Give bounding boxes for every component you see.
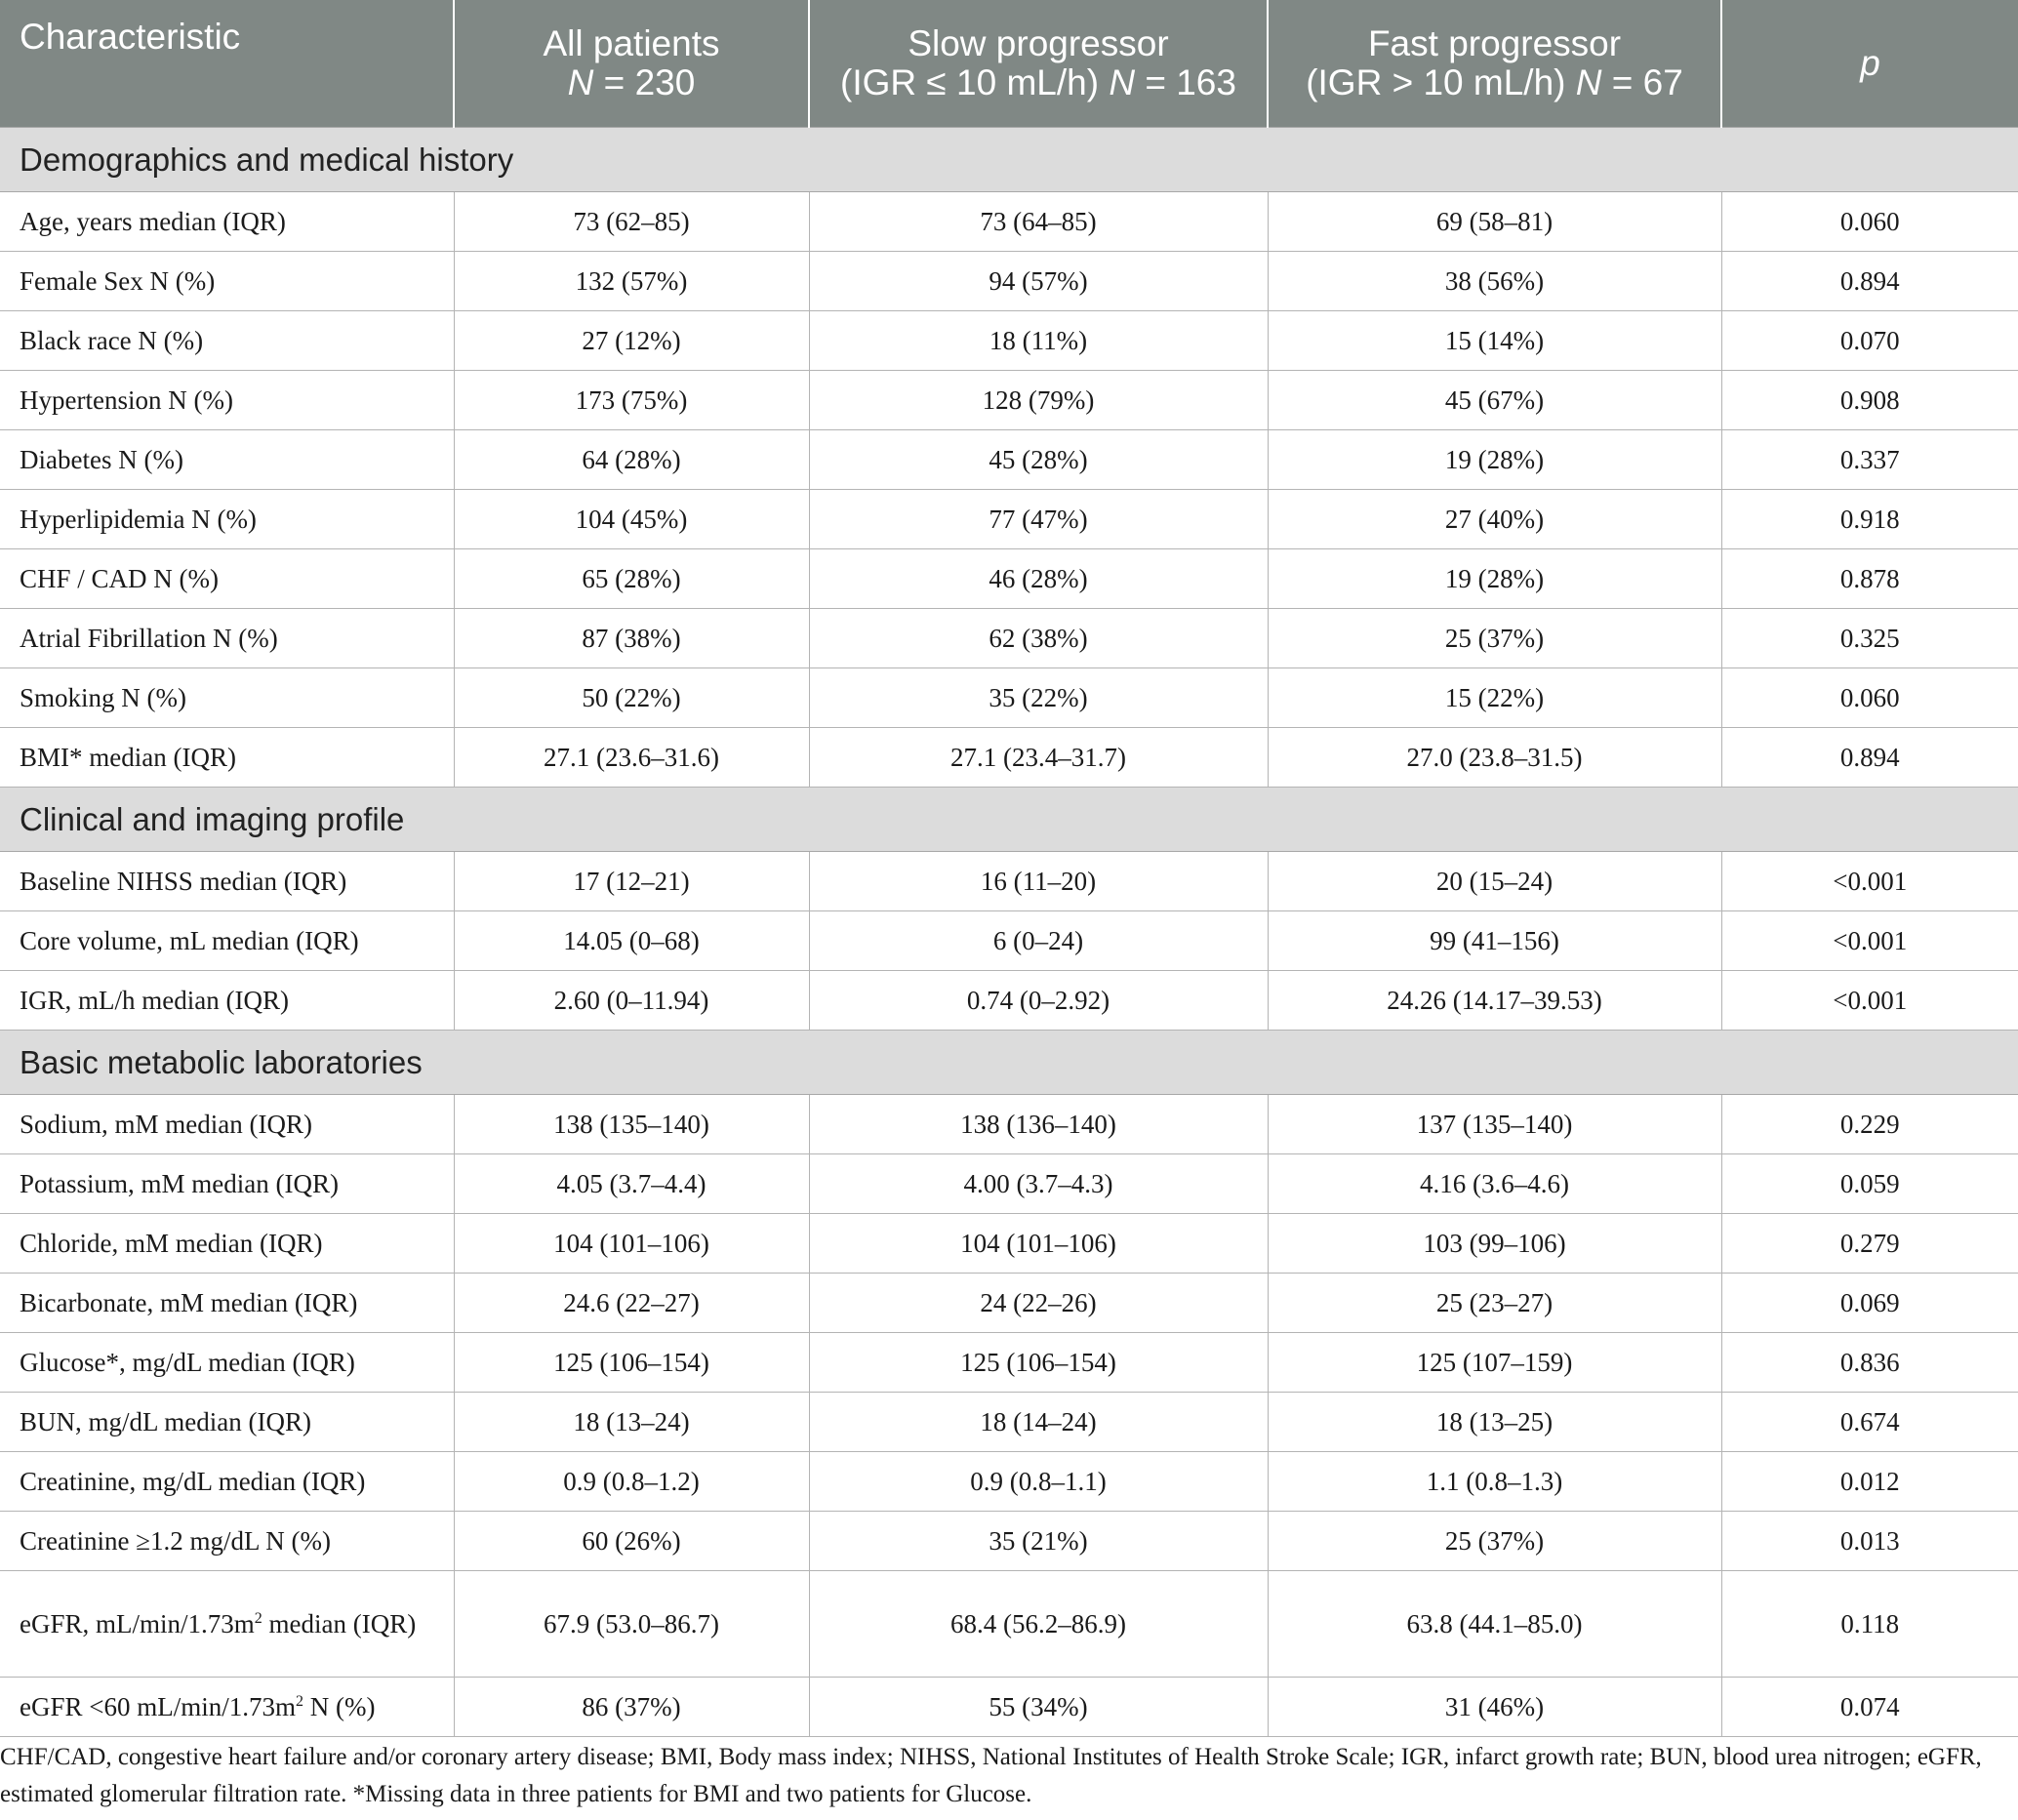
cell-slow-progressor: 35 (22%)	[809, 668, 1268, 728]
cell-all-patients: 18 (13–24)	[454, 1393, 809, 1452]
cell-fast-progressor: 19 (28%)	[1268, 549, 1721, 609]
table-row	[0, 971, 2018, 1031]
cell-slow-progressor: 18 (11%)	[809, 311, 1268, 371]
cell-all-patients: 27.1 (23.6–31.6)	[454, 728, 809, 788]
row-label: CHF / CAD N (%)	[0, 549, 454, 609]
cell-slow-progressor: 46 (28%)	[809, 549, 1268, 609]
cell-all-patients: 0.9 (0.8–1.2)	[454, 1452, 809, 1512]
cell-all-patients: 86 (37%)	[454, 1678, 809, 1737]
cell-all-patients: 104 (45%)	[454, 490, 809, 549]
table-row	[0, 490, 2018, 549]
cell-all-patients: 50 (22%)	[454, 668, 809, 728]
cell-slow-progressor: 0.9 (0.8–1.1)	[809, 1452, 1268, 1512]
section-row	[0, 128, 2018, 192]
cell-all-patients: 173 (75%)	[454, 371, 809, 430]
cell-slow-progressor: 16 (11–20)	[809, 852, 1268, 911]
table-row	[0, 1452, 2018, 1512]
cell-all-patients: 60 (26%)	[454, 1512, 809, 1571]
row-label: Female Sex N (%)	[0, 252, 454, 311]
table-header	[0, 0, 2018, 128]
row-label: eGFR <60 $mL/\min/1.73m^2$ N (%)	[0, 1678, 454, 1737]
cell-p-value: 0.279	[1721, 1214, 2018, 1274]
table-row	[0, 1512, 2018, 1571]
cell-p-value: 0.059	[1721, 1154, 2018, 1214]
table-row	[0, 1154, 2018, 1214]
row-label: Atrial Fibrillation N (%)	[0, 609, 454, 668]
cell-all-patients: 73 (62–85)	[454, 192, 809, 252]
table-row	[0, 371, 2018, 430]
table-row	[0, 430, 2018, 490]
row-label: Sodium, mM median (IQR)	[0, 1095, 454, 1154]
cell-p-value: 0.074	[1721, 1678, 2018, 1737]
cell-fast-progressor: 27 (40%)	[1268, 490, 1721, 549]
header-fast-progressor-title: Fast progressor	[1367, 23, 1622, 63]
cell-all-patients: 87 (38%)	[454, 609, 809, 668]
cell-fast-progressor: 24.26 (14.17–39.53)	[1268, 971, 1721, 1031]
row-label: Glucose*, mg/dL median (IQR)	[0, 1333, 454, 1393]
cell-fast-progressor: 25 (37%)	[1268, 609, 1721, 668]
cell-slow-progressor: 35 (21%)	[809, 1512, 1268, 1571]
cell-slow-progressor: 24 (22–26)	[809, 1274, 1268, 1333]
cell-fast-progressor: 15 (14%)	[1268, 311, 1721, 371]
cell-slow-progressor: 94 (57%)	[809, 252, 1268, 311]
cell-fast-progressor: 45 (67%)	[1268, 371, 1721, 430]
header-slow-progressor	[809, 0, 1268, 128]
cell-p-value: 0.325	[1721, 609, 2018, 668]
row-label: Core volume, mL median (IQR)	[0, 911, 454, 971]
row-label: eGFR, $mL/\min/1.73m^2$ median (IQR)	[0, 1571, 454, 1678]
cell-p-value: 0.894	[1721, 728, 2018, 788]
cell-all-patients: 65 (28%)	[454, 549, 809, 609]
cell-fast-progressor: 99 (41–156)	[1268, 911, 1721, 971]
cell-slow-progressor: 62 (38%)	[809, 609, 1268, 668]
table-row	[0, 911, 2018, 971]
section-title: Basic metabolic laboratories	[0, 1031, 2018, 1095]
row-label: Chloride, mM median (IQR)	[0, 1214, 454, 1274]
table-row	[0, 1678, 2018, 1737]
cell-all-patients: 138 (135–140)	[454, 1095, 809, 1154]
cell-fast-progressor: 27.0 (23.8–31.5)	[1268, 728, 1721, 788]
header-characteristic: Characteristic	[0, 0, 454, 128]
cell-p-value: 0.918	[1721, 490, 2018, 549]
cell-fast-progressor: 1.1 (0.8–1.3)	[1268, 1452, 1721, 1512]
row-label: BMI* median (IQR)	[0, 728, 454, 788]
section-row	[0, 788, 2018, 852]
cell-slow-progressor: 45 (28%)	[809, 430, 1268, 490]
cell-p-value: 0.013	[1721, 1512, 2018, 1571]
row-label: Hyperlipidemia N (%)	[0, 490, 454, 549]
cell-p-value: <0.001	[1721, 852, 2018, 911]
table-row	[0, 311, 2018, 371]
cell-fast-progressor: 69 (58–81)	[1268, 192, 1721, 252]
cell-slow-progressor: 125 (106–154)	[809, 1333, 1268, 1393]
cell-p-value: 0.908	[1721, 371, 2018, 430]
row-label: Hypertension N (%)	[0, 371, 454, 430]
cell-fast-progressor: 20 (15–24)	[1268, 852, 1721, 911]
cell-slow-progressor: 128 (79%)	[809, 371, 1268, 430]
cell-all-patients: 125 (106–154)	[454, 1333, 809, 1393]
row-label: Baseline NIHSS median (IQR)	[0, 852, 454, 911]
cell-fast-progressor: 25 (23–27)	[1268, 1274, 1721, 1333]
cell-slow-progressor: 73 (64–85)	[809, 192, 1268, 252]
row-label: IGR, mL/h median (IQR)	[0, 971, 454, 1031]
row-label: BUN, mg/dL median (IQR)	[0, 1393, 454, 1452]
cell-fast-progressor: 31 (46%)	[1268, 1678, 1721, 1737]
cell-all-patients: 24.6 (22–27)	[454, 1274, 809, 1333]
cell-slow-progressor: 0.74 (0–2.92)	[809, 971, 1268, 1031]
header-p-value: p	[1721, 0, 2018, 128]
cell-p-value: 0.070	[1721, 311, 2018, 371]
cell-all-patients: 64 (28%)	[454, 430, 809, 490]
cell-all-patients: 132 (57%)	[454, 252, 809, 311]
row-label: Creatinine ≥1.2 mg/dL N (%)	[0, 1512, 454, 1571]
cell-slow-progressor: 68.4 (56.2–86.9)	[809, 1571, 1268, 1678]
cell-all-patients: 27 (12%)	[454, 311, 809, 371]
cell-fast-progressor: 103 (99–106)	[1268, 1214, 1721, 1274]
cell-slow-progressor: 4.00 (3.7–4.3)	[809, 1154, 1268, 1214]
row-label: Diabetes N (%)	[0, 430, 454, 490]
table-row	[0, 1393, 2018, 1452]
cell-all-patients: 104 (101–106)	[454, 1214, 809, 1274]
table-row	[0, 252, 2018, 311]
header-fast-progressor-n: (IGR > 10 mL/h) N = 67	[1306, 62, 1683, 102]
section-title: Demographics and medical history	[0, 128, 2018, 192]
header-fast-progressor	[1268, 0, 1721, 128]
table-row	[0, 728, 2018, 788]
cell-all-patients: 17 (12–21)	[454, 852, 809, 911]
cell-p-value: 0.069	[1721, 1274, 2018, 1333]
table-row	[0, 1214, 2018, 1274]
table-row	[0, 549, 2018, 609]
row-label: Creatinine, mg/dL median (IQR)	[0, 1452, 454, 1512]
cell-fast-progressor: 25 (37%)	[1268, 1512, 1721, 1571]
section-title: Clinical and imaging profile	[0, 788, 2018, 852]
cell-p-value: 0.836	[1721, 1333, 2018, 1393]
cell-p-value: 0.229	[1721, 1095, 2018, 1154]
row-label: Potassium, mM median (IQR)	[0, 1154, 454, 1214]
header-all-patients-n: N = 230	[567, 62, 696, 102]
row-label: Age, years median (IQR)	[0, 192, 454, 252]
cell-all-patients: 4.05 (3.7–4.4)	[454, 1154, 809, 1214]
table-row	[0, 668, 2018, 728]
header-slow-progressor-title: Slow progressor	[908, 23, 1169, 63]
cell-fast-progressor: 15 (22%)	[1268, 668, 1721, 728]
header-all-patients-title: All patients	[543, 23, 720, 63]
cell-p-value: 0.894	[1721, 252, 2018, 311]
cell-p-value: 0.118	[1721, 1571, 2018, 1678]
cell-p-value: 0.674	[1721, 1393, 2018, 1452]
cell-p-value: 0.012	[1721, 1452, 2018, 1512]
table-row	[0, 1333, 2018, 1393]
cell-slow-progressor: 18 (14–24)	[809, 1393, 1268, 1452]
row-label: Bicarbonate, mM median (IQR)	[0, 1274, 454, 1333]
cell-fast-progressor: 63.8 (44.1–85.0)	[1268, 1571, 1721, 1678]
table-body	[0, 128, 2018, 1737]
table-row	[0, 609, 2018, 668]
cell-p-value: <0.001	[1721, 971, 2018, 1031]
cell-slow-progressor: 55 (34%)	[809, 1678, 1268, 1737]
cell-p-value: 0.878	[1721, 549, 2018, 609]
cell-all-patients: 2.60 (0–11.94)	[454, 971, 809, 1031]
table-row	[0, 1571, 2018, 1678]
cell-fast-progressor: 18 (13–25)	[1268, 1393, 1721, 1452]
header-all-patients	[454, 0, 809, 128]
cell-fast-progressor: 19 (28%)	[1268, 430, 1721, 490]
cell-fast-progressor: 137 (135–140)	[1268, 1095, 1721, 1154]
cell-p-value: 0.060	[1721, 192, 2018, 252]
row-label: Black race N (%)	[0, 311, 454, 371]
cell-slow-progressor: 77 (47%)	[809, 490, 1268, 549]
table-row	[0, 192, 2018, 252]
cell-p-value: <0.001	[1721, 911, 2018, 971]
table-row	[0, 1095, 2018, 1154]
cell-slow-progressor: 27.1 (23.4–31.7)	[809, 728, 1268, 788]
table-row	[0, 852, 2018, 911]
cell-slow-progressor: 104 (101–106)	[809, 1214, 1268, 1274]
cell-fast-progressor: 38 (56%)	[1268, 252, 1721, 311]
cell-p-value: 0.060	[1721, 668, 2018, 728]
header-slow-progressor-n: (IGR ≤ 10 mL/h) N = 163	[840, 62, 1236, 102]
cell-all-patients: 67.9 (53.0–86.7)	[454, 1571, 809, 1678]
cell-p-value: 0.337	[1721, 430, 2018, 490]
cell-fast-progressor: 4.16 (3.6–4.6)	[1268, 1154, 1721, 1214]
cell-slow-progressor: 6 (0–24)	[809, 911, 1268, 971]
cell-slow-progressor: 138 (136–140)	[809, 1095, 1268, 1154]
table-footnote: CHF/CAD, congestive heart failure and/or coronary artery disease; BMI, Body mass index; NIHSS, National Institutes of Health Stroke Scale; IGR, infarct growth rate; BUN, blood urea nitrogen; eGFR, estimated glomerular filtration rate. *Missing data in three patients for BMI and two patients for Glucose.	[0, 1744, 1982, 1807]
row-label: Smoking N (%)	[0, 668, 454, 728]
cell-all-patients: 14.05 (0–68)	[454, 911, 809, 971]
section-row	[0, 1031, 2018, 1095]
cell-fast-progressor: 125 (107–159)	[1268, 1333, 1721, 1393]
table-row	[0, 1274, 2018, 1333]
